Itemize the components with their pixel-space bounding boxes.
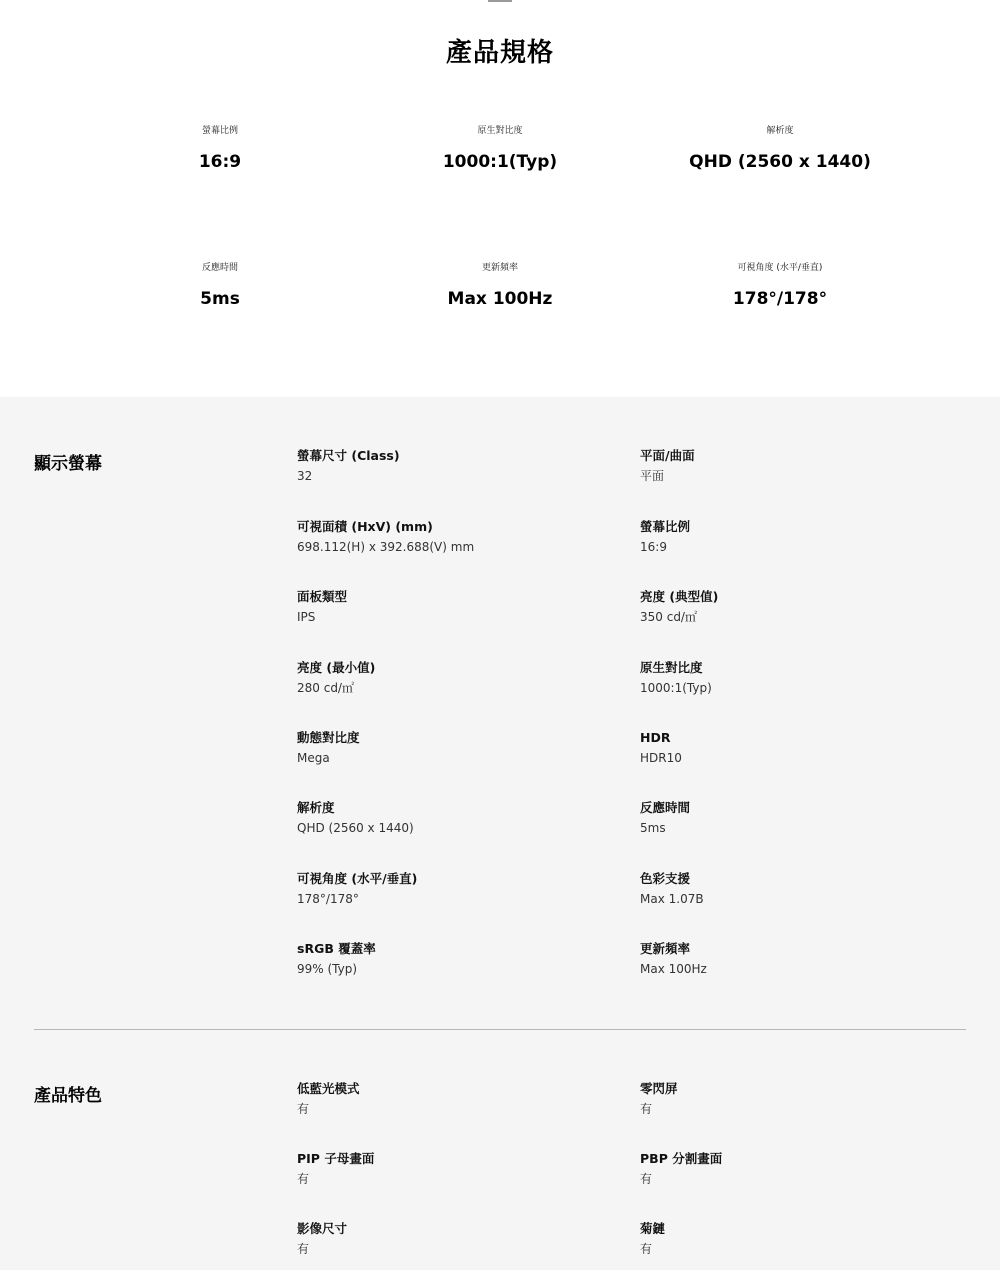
spec-item [297, 941, 617, 977]
spec-value: 32 [297, 469, 313, 483]
spec-label: PBP 分割畫面 [640, 1151, 723, 1166]
highlight-value: 16:9 [198, 152, 242, 172]
spec-item [297, 1221, 617, 1257]
highlight-label: 可視角度 (水平/垂直) [737, 263, 823, 273]
spec-value: Max 100Hz [640, 962, 707, 976]
spec-item [640, 1221, 960, 1257]
spec-value: 平面 [640, 469, 665, 483]
spec-item [297, 1151, 617, 1187]
highlight-value: 178°/178° [732, 289, 828, 309]
highlight-label: 解析度 [766, 126, 794, 136]
spec-value: HDR10 [640, 751, 682, 765]
spec-value: 178°/178° [297, 892, 359, 906]
spec-value: 有 [297, 1242, 310, 1256]
spec-item [297, 448, 617, 484]
section-title-features: 產品特色 [34, 1086, 102, 1106]
spec-value: 5ms [640, 821, 666, 835]
spec-value: 350 cd/㎡ [640, 610, 697, 624]
spec-value: 16:9 [640, 540, 667, 554]
spec-value: Mega [297, 751, 330, 765]
spec-item [297, 871, 617, 907]
spec-item [297, 1081, 617, 1117]
highlight-value: Max 100Hz [447, 289, 553, 309]
highlight-label: 反應時間 [201, 263, 238, 273]
highlight-label: 螢幕比例 [201, 126, 238, 136]
spec-area [0, 397, 1000, 1270]
spec-label: 影像尺寸 [297, 1221, 348, 1236]
spec-value: Max 1.07B [640, 892, 704, 906]
highlight-value: QHD (2560 x 1440) [689, 152, 871, 172]
highlight-aspect-ratio [70, 123, 370, 172]
spec-value: QHD (2560 x 1440) [297, 821, 414, 835]
spec-item [640, 1081, 960, 1117]
spec-item [640, 1151, 960, 1187]
spec-item [640, 800, 960, 836]
highlight-label: 更新頻率 [481, 263, 518, 273]
spec-value: 有 [640, 1242, 653, 1256]
spec-label: 平面/曲面 [640, 448, 695, 463]
spec-item [297, 800, 617, 836]
highlight-viewing-angle [630, 260, 930, 309]
highlight-value: 5ms [200, 289, 240, 309]
spec-item [640, 941, 960, 977]
spec-label: sRGB 覆蓋率 [297, 941, 376, 956]
spec-item [640, 519, 960, 555]
spec-value: 有 [297, 1102, 310, 1116]
section-title-display: 顯示螢幕 [34, 454, 102, 474]
spec-label: HDR [640, 730, 671, 745]
page-title: 產品規格 [445, 38, 554, 68]
top-indicator [488, 0, 512, 2]
spec-label: 解析度 [297, 800, 335, 815]
spec-item [297, 660, 617, 696]
spec-item [297, 589, 617, 625]
spec-value: IPS [297, 610, 316, 624]
spec-label: 低藍光模式 [297, 1081, 360, 1096]
spec-value: 99% (Typ) [297, 962, 358, 976]
spec-item [640, 660, 960, 696]
spec-label: 可視角度 (水平/垂直) [297, 871, 418, 886]
spec-item [297, 519, 617, 555]
spec-item [297, 730, 617, 766]
spec-label: 螢幕比例 [640, 519, 691, 534]
spec-label: 面板類型 [297, 589, 348, 604]
highlight-label: 原生對比度 [477, 126, 523, 136]
spec-label: 反應時間 [640, 800, 691, 815]
section-divider [34, 1029, 966, 1030]
spec-value: 有 [297, 1172, 310, 1186]
highlight-resolution [630, 123, 930, 172]
highlight-contrast-ratio [350, 123, 650, 172]
spec-label: 動態對比度 [297, 730, 360, 745]
spec-label: PIP 子母畫面 [297, 1151, 375, 1166]
spec-value: 有 [640, 1102, 653, 1116]
spec-value: 698.112(H) x 392.688(V) mm [297, 540, 475, 554]
spec-label: 原生對比度 [640, 660, 703, 675]
highlight-response-time [70, 260, 370, 309]
spec-item [640, 871, 960, 907]
spec-label: 亮度 (最小值) [297, 660, 376, 675]
spec-label: 零閃屏 [640, 1081, 678, 1096]
spec-label: 螢幕尺寸 (Class) [297, 448, 400, 463]
spec-value: 1000:1(Typ) [640, 681, 712, 695]
spec-item [640, 730, 960, 766]
spec-item [640, 589, 960, 625]
spec-label: 菊鏈 [640, 1221, 666, 1236]
spec-value: 有 [640, 1172, 653, 1186]
spec-label: 可視面積 (HxV) (mm) [297, 519, 433, 534]
spec-label: 更新頻率 [640, 941, 691, 956]
spec-label: 色彩支援 [640, 871, 691, 886]
spec-label: 亮度 (典型值) [640, 589, 719, 604]
highlight-value: 1000:1(Typ) [442, 152, 558, 172]
spec-value: 280 cd/㎡ [297, 681, 354, 695]
highlight-refresh-rate [350, 260, 650, 309]
spec-item [640, 448, 960, 484]
